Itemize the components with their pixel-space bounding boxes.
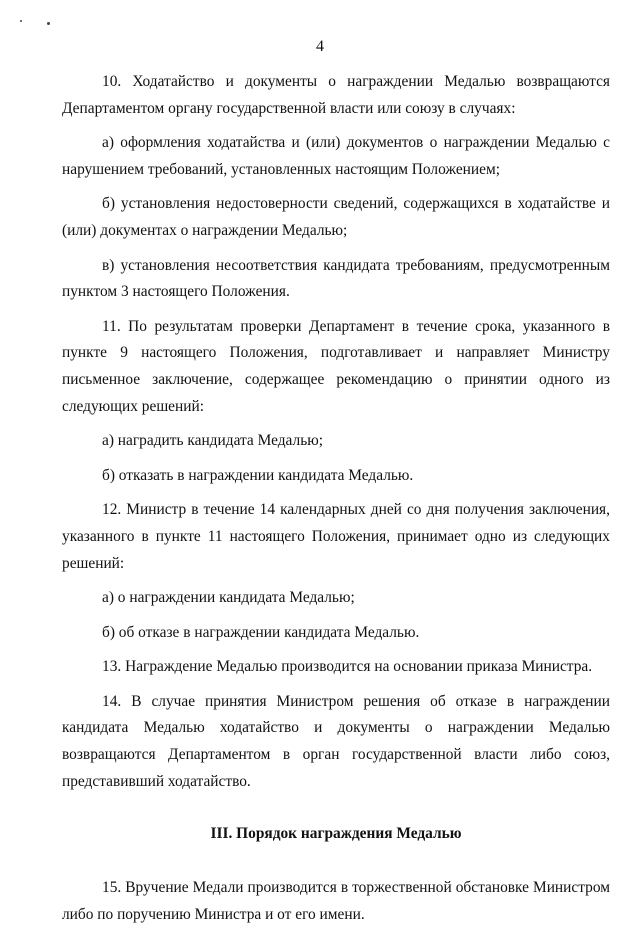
paragraph-13: 13. Награждение Медалью производится на основании приказа Министра.	[102, 658, 593, 676]
scan-speck	[20, 20, 22, 22]
paragraph-10a: а) оформления ходатайства и (или) документов о награждении Медалью с нарушением требований, установленных настоящим Положением;	[62, 134, 610, 178]
document-body	[62, 69, 610, 936]
paragraph-12b: б) об отказе в награждении кандидата Медалью.	[102, 623, 420, 641]
paragraph-10: 10. Ходатайство и документы о награждении Медалью возвращаются Департаментом органу государственной власти или союзу в случаях:	[62, 73, 610, 117]
paragraph-10b: б) установления недостоверности сведений, содержащихся в ходатайстве и (или) документах о награждении Медалью;	[62, 195, 610, 239]
paragraph-10c: в) установления несоответствия кандидата требованиям, предусмотренным пунктом 3 настоящего Положения.	[62, 256, 610, 301]
paragraph-11b: б) отказать в награждении кандидата Медалью.	[102, 466, 414, 484]
paragraph-12a: а) о награждении кандидата Медалью;	[102, 589, 355, 607]
paragraph-12: 12. Министр в течение 14 календарных дней со дня получения заключения, указанного в пункте 11 настоящего Положения, принимает одно из следующих решений:	[62, 501, 610, 572]
page-number: 4	[316, 38, 324, 55]
paragraph-14: 14. В случае принятия Министром решения об отказе в награждении кандидата Медалью ходатайство и документы о награждении Медалью возвращаются Департаментом в орган государственной власти либо союз, представивший ходатайство.	[62, 692, 610, 790]
paragraph-11a: а) наградить кандидата Медалью;	[102, 432, 323, 450]
section-heading: III. Порядок награждения Медалью	[210, 825, 462, 843]
paragraph-11: 11. По результатам проверки Департамент в течение срока, указанного в пункте 9 настоящего Положения, подготавливает и направляет Министру письменное заключение, содержащее рекомендацию о принятии одного из следующих решений:	[62, 317, 610, 415]
paragraph-15: 15. Вручение Медали производится в торжественной обстановке Министром либо по поручению Министра и от его имени.	[62, 879, 610, 923]
scan-speck	[47, 22, 50, 25]
